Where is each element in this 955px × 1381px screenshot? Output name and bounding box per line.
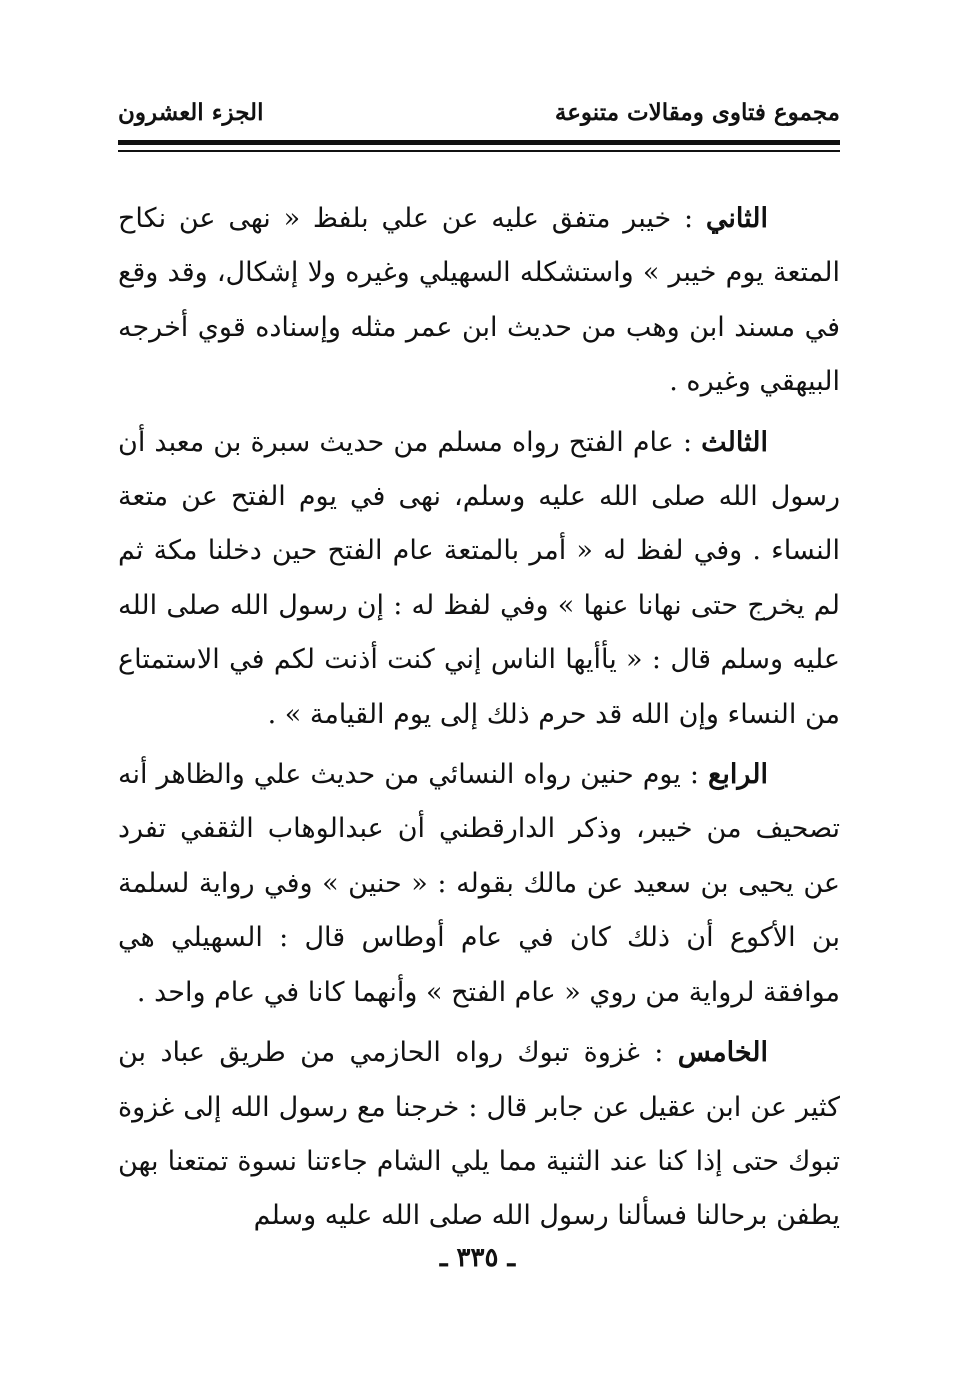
paragraph-lead: الثالث (701, 426, 768, 458)
paragraph-text: : خيبر متفق عليه عن علي بلفظ « نهى عن نكاح المتعة يوم خيبر » واستشكله السهيلي وغيره ولا إشكال، وقد وقع في مسند ابن وهب من حديث ابن عمر مثله وإسناده قوي أخرجه البيهقي وغيره . (118, 203, 840, 398)
paragraph (118, 416, 840, 742)
paragraph (118, 1026, 840, 1244)
volume-title: الجزء العشرون (118, 98, 264, 126)
paragraph-lead: الخامس (677, 1037, 768, 1069)
paragraph-lead: الرابع (707, 759, 768, 791)
paragraph (118, 192, 840, 410)
paragraph-text: : يوم حنين رواه النسائي من حديث علي والظاهر أنه تصحيف من خيبر، وذكر الدارقطني أن عبدالوهاب الثقفي تفرد عن يحيى بن سعيد عن مالك بقوله : « حنين » وفي رواية لسلمة بن الأكوع أن ذلك كان في عام أوطاس قال : السهيلي هي موافقة لرواية من روي « عام الفتح » وأنهما كانا في عام واحد . (118, 759, 840, 1008)
running-header (118, 92, 840, 132)
paragraph-lead: الثاني (705, 203, 768, 234)
book-title: مجموع فتاوى ومقالات متنوعة (554, 98, 840, 126)
paragraph (118, 748, 840, 1020)
paragraph-text: : عام الفتح رواه مسلم من حديث سبرة بن معبد أن رسول الله صلى الله عليه وسلم، نهى في يوم الفتح عن متعة النساء . وفي لفظ له « أمر بالمتعة عام الفتح حين دخلنا مكة ثم لم يخرج حتى نهانا عنها » وفي لفظ له : إن رسول الله صلى الله عليه وسلم قال : « يأأيها الناس إني كنت أذنت لكم في الاستمتاع من النساء وإن الله قد حرم ذلك إلى يوم القيامة » . (118, 426, 840, 730)
page-number: ـ ٣٣٥ ـ (439, 1243, 516, 1273)
body-text (118, 192, 840, 1250)
paragraph-text: : غزوة تبوك رواه الحازمي من طريق عباد بن كثير عن ابن عقيل عن جابر قال : خرجنا مع رسول الله إلى غزوة تبوك حتى إذا كنا عند الثنية مما يلي الشام جاءتنا نسوة تمتعنا بهن يطفن برحالنا فسألنا رسول الله صلى الله عليه وسلم (118, 1037, 840, 1232)
header-rule-thick (118, 140, 840, 145)
header-rule-thin (118, 150, 840, 152)
